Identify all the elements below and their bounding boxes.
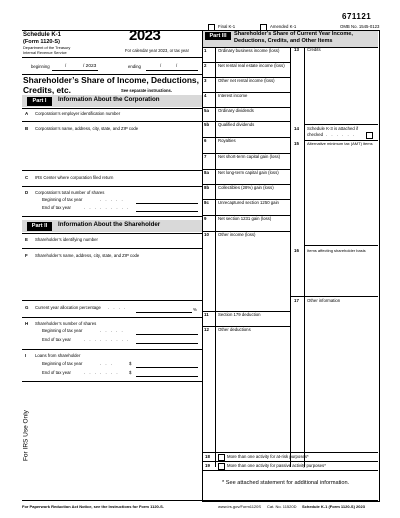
line-C-field[interactable] (22, 186, 202, 187)
catalog-number: Cat. No. 11520D (267, 504, 297, 509)
line-8b-label: Collectibles (28%) gain (loss) (218, 185, 274, 190)
part3-left-number-col (215, 47, 216, 467)
line-I-beginning-label: Beginning of tax year (42, 361, 83, 366)
line-G-percentage-field[interactable] (136, 312, 192, 313)
part1-rule-top (22, 108, 202, 109)
line-8b-number: 8b (204, 185, 210, 190)
ending-slash-2: / (176, 63, 178, 68)
beginning-slash: / (65, 63, 67, 68)
line-14-checked-label: checked (307, 132, 324, 137)
line-E-letter: E (25, 237, 28, 242)
line-H-beginning-label: Beginning of tax year (42, 328, 83, 333)
part3-title-line1: Shareholder’s Share of Current Year Income, (234, 31, 353, 37)
line-D-beginning-label: Beginning of tax year (42, 197, 83, 202)
line-17-label: Other information (307, 298, 341, 303)
line-19-bottom-rule (202, 470, 378, 471)
department-line2: Internal Revenue Service (23, 50, 67, 55)
tax-year-large: 2023 (129, 27, 161, 44)
line-H-label: Shareholder’s number of shares (35, 321, 97, 326)
line-7-label: Net short-term capital gain (loss) (218, 154, 281, 159)
line-G-letter: G (25, 305, 29, 310)
part2-tag: Part II (27, 222, 52, 231)
part3-title-line2: Deductions, Credits, and Other Items (234, 38, 333, 44)
line-7-number: 7 (204, 154, 207, 159)
omb-number: OMB No. 1545-0123 (340, 24, 380, 29)
header-mid-rule (22, 57, 202, 58)
part3-right-number-col (304, 47, 305, 467)
calendar-year-text: For calendar year 2023, or tax year (125, 48, 189, 53)
line-D-label: Corporation’s total number of shares (35, 190, 105, 195)
part2-rule-top (22, 216, 202, 217)
line-I-dollar-1: $ (129, 361, 132, 366)
line-18-number: 18 (205, 454, 210, 459)
line-D-letter: D (25, 190, 29, 195)
line-5b-number: 5b (204, 122, 210, 127)
line-B-letter: B (25, 126, 29, 131)
line-19-checkbox[interactable] (218, 463, 225, 470)
line-6-label: Royalties (218, 138, 236, 143)
line-I-rule (22, 381, 202, 382)
part2-title: Information About the Shareholder (58, 221, 161, 228)
line-11-number: 11 (204, 312, 209, 317)
line-6-number: 6 (204, 138, 207, 143)
line-5b-field[interactable] (202, 137, 290, 138)
line-16-label: Items affecting shareholder basis (307, 248, 366, 253)
line-14-leader: . . . . . . (326, 132, 356, 137)
line-17-number: 17 (294, 298, 299, 303)
irs-use-only-label: For IRS Use Only (22, 410, 30, 462)
line-I-leader-1: . . . (100, 361, 114, 366)
line-10-label: Other income (loss) (218, 232, 256, 237)
line-5b-label: Qualified dividends (218, 122, 255, 127)
line-9-number: 9 (204, 216, 207, 221)
line-H-beginning-field[interactable] (136, 334, 198, 335)
schedule-title: Schedule K-1 (23, 32, 62, 38)
ending-slash-1: / (160, 63, 162, 68)
footer-form-name: Schedule K-1 (Form 1120-S) 2023 (302, 504, 365, 509)
line-3-number: 3 (204, 78, 207, 83)
line-D-end-field[interactable] (136, 211, 198, 212)
line-12-label: Other deductions (218, 327, 251, 332)
line-11-label: Section 179 deduction (218, 312, 261, 317)
line-1-number: 1 (204, 48, 207, 53)
line-18-label: More than one activity for at-risk purposes* (227, 454, 309, 459)
line-C-label: IRS Center where corporation filed return (35, 175, 114, 180)
part3-frame (202, 30, 380, 502)
footer-rule (22, 500, 378, 501)
line-12-number: 12 (204, 327, 209, 332)
line-A-field[interactable] (22, 121, 202, 122)
line-13-label: Credits (307, 47, 321, 52)
line-H-end-label: End of tax year (42, 337, 71, 342)
line-13-number: 13 (294, 47, 299, 52)
line-G-rule (22, 317, 202, 318)
line-I-dollar-2: $ (129, 370, 132, 375)
line-D-beginning-field[interactable] (136, 203, 198, 204)
irs-url: www.irs.gov/Form1120S (218, 504, 262, 509)
line-E-label: Shareholder’s identifying number (35, 237, 98, 242)
line-G-label: Current year allocation percentage (35, 305, 101, 310)
line-5a-label: Ordinary dividends (218, 108, 254, 113)
line-19-rule (202, 461, 378, 462)
line-I-letter: I (25, 353, 27, 358)
line-4-label: Interest income (218, 93, 248, 98)
line-C-letter: C (25, 175, 29, 180)
line-10-number: 10 (204, 232, 209, 237)
department-line1: Department of the Treasury (23, 45, 71, 50)
line-H-leader-1: . . . . . (100, 328, 125, 333)
line-B-label: Corporation’s name, address, city, state, and ZIP code (35, 126, 139, 131)
part1-title: Information About the Corporation (58, 96, 160, 103)
schedule-k3-checkbox[interactable] (366, 132, 373, 139)
line-8a-number: 8a (204, 170, 209, 175)
beginning-year: / 2023 (83, 64, 97, 69)
line-13-rule (304, 124, 378, 125)
line-14-label: Schedule K-3 is attached if (307, 126, 359, 131)
part2-header (22, 220, 202, 232)
line-2-number: 2 (204, 63, 207, 68)
line-D-leader-1: . . . . . (100, 197, 125, 202)
part3-header (203, 31, 378, 47)
line-4-number: 4 (204, 93, 207, 98)
amended-k1-label: Amended K-1 (270, 24, 297, 29)
line-18-checkbox[interactable] (218, 454, 225, 461)
line-3-label: Other net rental income (loss) (218, 78, 275, 83)
part3-tag: Part III (205, 32, 231, 40)
line-19-label: More than one activity for passive activity purposes* (227, 463, 326, 468)
line-F-label: Shareholder’s name, address, city, state, and ZIP code (35, 253, 140, 258)
line-I-label: Loans from shareholder (35, 353, 81, 358)
line-I-end-label: End of tax year (42, 370, 71, 375)
header-top-rule (22, 30, 202, 31)
paperwork-notice: For Paperwork Reduction Act Notice, see the Instructions for Form 1120-S. (22, 504, 164, 509)
line-H-letter: H (25, 321, 29, 326)
line-B-field[interactable] (22, 170, 202, 171)
final-k1-label: Final K-1 (218, 24, 236, 29)
line-8a-label: Net long-term capital gain (loss) (218, 170, 279, 175)
line-I-beginning-field[interactable] (136, 367, 198, 368)
line-1-label: Ordinary business income (loss) (218, 48, 280, 53)
line-F-field[interactable] (22, 300, 202, 301)
line-D-end-label: End of tax year (42, 205, 71, 210)
attached-statement-note: * See attached statement for additional information. (222, 480, 350, 486)
line-18-rule (202, 452, 378, 453)
line-G-percent-sign: % (193, 307, 197, 312)
main-title-line2: Credits, etc. (23, 85, 71, 95)
line-16-number: 16 (294, 248, 299, 253)
separate-instructions: See separate instructions. (121, 88, 172, 93)
line-2-label: Net rental real estate income (loss) (218, 63, 285, 68)
line-G-leader: . . . . (108, 305, 127, 310)
line-F-letter: F (25, 253, 28, 258)
line-D-leader-2: . . . . . . . . . (84, 205, 130, 210)
main-title-line1: Shareholder’s Share of Income, Deductions, (23, 75, 199, 85)
line-E-field[interactable] (22, 248, 202, 249)
line-H-rule (22, 349, 202, 350)
part2-rule-header (22, 233, 202, 234)
form-barcode-number: 671121 (342, 12, 372, 21)
line-I-end-field[interactable] (136, 376, 198, 377)
line-15-label: Alternative minimum tax (AMT) items (307, 141, 373, 146)
beginning-date-field[interactable] (52, 70, 98, 71)
line-14-number: 14 (294, 126, 299, 131)
line-8c-number: 8c (204, 200, 209, 205)
line-19-number: 19 (205, 463, 210, 468)
form-reference: (Form 1120-S) (23, 39, 60, 45)
line-I-leader-2: . . . . . . . (84, 370, 120, 375)
line-16-rule (290, 296, 378, 297)
line-H-end-field[interactable] (136, 343, 198, 344)
beginning-label: beginning (31, 64, 50, 69)
line-15-rule (304, 245, 378, 246)
part1-header (22, 95, 202, 107)
line-9-label: Net section 1231 gain (loss) (218, 216, 272, 221)
line-15-number: 15 (294, 141, 299, 146)
part3-center-divider (290, 47, 291, 467)
ending-date-field[interactable] (146, 70, 198, 71)
line-A-letter: A (25, 111, 29, 116)
line-5a-number: 5a (204, 108, 209, 113)
ending-label: ending (128, 64, 141, 69)
line-8c-label: Unrecaptured section 1250 gain (218, 200, 279, 205)
line-A-label: Corporation’s employer identification number (35, 111, 121, 116)
line-H-leader-2: . . . . . . . . . (84, 337, 130, 342)
part1-tag: Part I (27, 97, 52, 106)
